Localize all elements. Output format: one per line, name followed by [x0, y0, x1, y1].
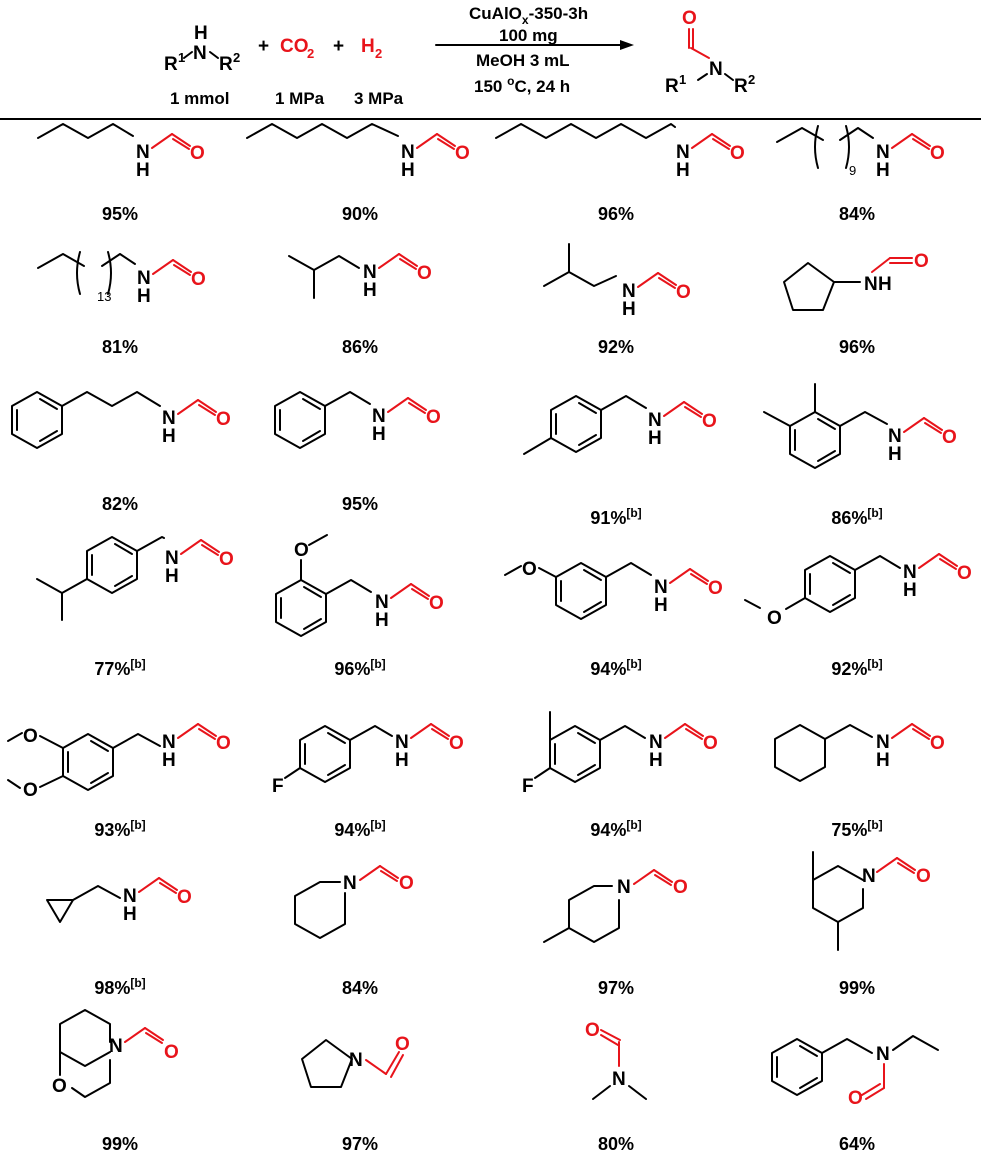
h2-reactant [361, 36, 382, 61]
yield-label-26: 97% [341, 1134, 379, 1154]
compound-12-2-3-dimethylbenzyl [764, 384, 957, 468]
svg-text:H: H [888, 444, 902, 465]
compound-2-hexyl [247, 124, 470, 181]
svg-text:H: H [622, 299, 636, 320]
svg-text:O: O [294, 540, 309, 561]
svg-text:N: N [654, 577, 668, 598]
svg-text:O: O [449, 733, 464, 754]
yield-label-21: 98%[b] [94, 976, 146, 998]
svg-text:O: O [522, 559, 537, 580]
product-r2-sup: 2 [748, 72, 756, 87]
svg-text:O: O [395, 1034, 410, 1055]
compound-20-cyclohexylmethyl [775, 724, 945, 781]
svg-text:H: H [676, 160, 690, 181]
svg-text:H: H [654, 595, 668, 616]
compound-4-dodecyl [777, 126, 945, 181]
svg-text:N: N [162, 732, 176, 753]
svg-text:O: O [219, 549, 234, 570]
yield-label-2: 90% [341, 204, 379, 224]
svg-text:N: N [109, 1036, 123, 1057]
svg-text:N: N [343, 873, 357, 894]
svg-text:O: O [703, 733, 718, 754]
svg-text:O: O [177, 887, 192, 908]
compound-16-4-methoxybenzyl [745, 554, 972, 629]
compound-8-cyclopentyl [784, 251, 929, 310]
svg-text:O: O [848, 1088, 863, 1109]
compound-10-benzyl [275, 392, 441, 448]
compound-9-phenylpropyl [12, 392, 231, 448]
svg-text:N: N [888, 426, 902, 447]
svg-text:O: O [673, 877, 688, 898]
compound-27-dmf [585, 1020, 646, 1099]
compound-3-octyl [496, 124, 745, 181]
svg-text:N: N [649, 732, 663, 753]
compound-21-cyclopropylmethyl [47, 878, 192, 925]
yield-labels [94, 204, 882, 1154]
svg-text:N: N [617, 877, 631, 898]
svg-text:N: N [375, 592, 389, 613]
yield-label-10: 95% [341, 494, 379, 514]
svg-text:N: N [876, 142, 890, 163]
svg-text:O: O [585, 1020, 600, 1041]
svg-text:O: O [930, 733, 945, 754]
yield-label-25: 99% [101, 1134, 139, 1154]
svg-text:O: O [957, 563, 972, 584]
svg-text:N: N [876, 732, 890, 753]
h2-label: H [361, 36, 375, 57]
svg-text:9: 9 [849, 163, 857, 178]
svg-text:H: H [649, 750, 663, 771]
compound-18-4-fluorobenzyl [272, 724, 464, 797]
svg-text:O: O [930, 143, 945, 164]
svg-text:H: H [395, 750, 409, 771]
compound-14-2-methoxybenzyl [276, 535, 444, 636]
compound-24-3-5-dimethylpiperidine [813, 852, 931, 950]
yield-label-18: 94%[b] [334, 818, 386, 840]
amine-h-label: H [194, 23, 208, 44]
svg-text:N: N [165, 548, 179, 569]
svg-text:N: N [162, 408, 176, 429]
svg-text:O: O [23, 726, 38, 747]
compound-13-4-isopropylbenzyl [37, 537, 234, 620]
yield-footnote: [b] [626, 818, 642, 832]
yield-label-27: 80% [597, 1134, 635, 1154]
reaction-conditions [436, 4, 634, 96]
svg-text:N: N [363, 262, 377, 283]
svg-text:H: H [876, 160, 890, 181]
amine-n-label: N [193, 43, 207, 64]
svg-text:N: N [137, 268, 151, 289]
yield-footnote: [b] [370, 657, 386, 671]
svg-text:O: O [191, 269, 206, 290]
solvent-label: MeOH 3 mL [476, 51, 570, 70]
co2-pressure: 1 MPa [275, 89, 325, 108]
svg-text:O: O [676, 282, 691, 303]
svg-text:O: O [426, 407, 441, 428]
svg-text:O: O [399, 873, 414, 894]
yield-label-12: 86%[b] [831, 506, 883, 528]
svg-text:H: H [878, 274, 892, 295]
plus-sign-2: + [333, 36, 345, 57]
svg-text:N: N [903, 562, 917, 583]
compound-15-3-methoxybenzyl [505, 559, 723, 619]
svg-text:O: O [52, 1076, 67, 1097]
co2-subscript: 2 [307, 46, 315, 61]
svg-text:H: H [372, 424, 386, 445]
svg-text:O: O [23, 780, 38, 801]
amine-r1-sup: 1 [178, 50, 186, 65]
yield-footnote: [b] [867, 506, 883, 520]
product-r1-sup: 1 [679, 72, 687, 87]
arrow-head [620, 40, 634, 50]
yield-label-28: 64% [838, 1134, 876, 1154]
compound-1-butyl [38, 124, 205, 181]
svg-text:N: N [395, 732, 409, 753]
yield-label-5: 81% [101, 337, 139, 357]
h2-pressure: 3 MPa [354, 89, 404, 108]
yield-label-7: 92% [597, 337, 635, 357]
plus-sign-1: + [258, 36, 270, 57]
yield-label-1: 95% [101, 204, 139, 224]
yield-footnote: [b] [130, 818, 146, 832]
yield-label-16: 92%[b] [831, 657, 883, 679]
yield-label-24: 99% [838, 978, 876, 998]
h2-subscript: 2 [375, 46, 383, 61]
svg-text:N: N [648, 410, 662, 431]
yield-label-9: 82% [101, 494, 139, 514]
compound-11-4-methylbenzyl [524, 396, 717, 454]
svg-text:O: O [216, 733, 231, 754]
svg-text:H: H [165, 566, 179, 587]
compound-7-sec-butyl [544, 244, 691, 320]
svg-text:O: O [708, 578, 723, 599]
amine-amount: 1 mmol [170, 89, 230, 108]
co2-label: CO [280, 36, 309, 57]
compound-19-4-fluoro-3-methylbenzyl [522, 712, 718, 797]
svg-text:N: N [864, 274, 878, 295]
yield-label-11: 91%[b] [590, 506, 642, 528]
yield-label-19: 94%[b] [590, 818, 642, 840]
svg-text:O: O [455, 143, 470, 164]
product-n-label: N [709, 59, 723, 80]
co2-reactant [280, 36, 314, 61]
product-o-label: O [682, 8, 697, 29]
svg-text:N: N [622, 281, 636, 302]
formamide-product [665, 8, 755, 97]
svg-text:H: H [162, 750, 176, 771]
svg-text:O: O [942, 427, 957, 448]
yield-label-23: 97% [597, 978, 635, 998]
svg-text:H: H [876, 750, 890, 771]
yield-label-13: 77%[b] [94, 657, 146, 679]
compound-23-4-methylpiperidine [544, 870, 688, 942]
temperature-label: 150 $^o$C, 24 h [474, 74, 571, 96]
product-r2-label: R [734, 76, 748, 97]
yield-label-14: 96%[b] [334, 657, 386, 679]
compound-5-hexadecyl [38, 252, 206, 307]
svg-text:N: N [372, 406, 386, 427]
svg-text:N: N [401, 142, 415, 163]
svg-text:O: O [730, 143, 745, 164]
svg-text:N: N [612, 1069, 626, 1090]
svg-text:N: N [862, 866, 876, 887]
yield-label-20: 75%[b] [831, 818, 883, 840]
yield-label-4: 84% [838, 204, 876, 224]
amine-r2-sup: 2 [233, 50, 241, 65]
yield-label-3: 96% [597, 204, 635, 224]
yield-label-8: 96% [838, 337, 876, 357]
compound-22-piperidine [295, 866, 414, 938]
svg-text:O: O [417, 263, 432, 284]
svg-text:H: H [123, 904, 137, 925]
yield-footnote: [b] [370, 818, 386, 832]
svg-text:O: O [916, 866, 931, 887]
svg-text:H: H [136, 160, 150, 181]
svg-text:O: O [429, 593, 444, 614]
yield-footnote: [b] [867, 657, 883, 671]
reaction-equation [164, 4, 755, 108]
yield-label-15: 94%[b] [590, 657, 642, 679]
yield-label-22: 84% [341, 978, 379, 998]
yield-footnote: [b] [626, 506, 642, 520]
svg-text:H: H [137, 286, 151, 307]
compound-26-pyrrolidine [302, 1034, 410, 1087]
svg-text:O: O [216, 409, 231, 430]
svg-text:H: H [648, 428, 662, 449]
svg-text:O: O [190, 143, 205, 164]
amine-reactant [164, 23, 240, 75]
svg-text:N: N [676, 142, 690, 163]
yield-footnote: [b] [130, 657, 146, 671]
amine-r1-label: R [164, 54, 178, 75]
svg-text:O: O [164, 1042, 179, 1063]
compound-25-morpholine [52, 1010, 179, 1097]
compound-28-n-ethylbenzyl [772, 1036, 938, 1109]
svg-text:N: N [123, 886, 137, 907]
yield-footnote: [b] [130, 976, 146, 990]
svg-text:O: O [702, 411, 717, 432]
svg-text:H: H [401, 160, 415, 181]
svg-text:H: H [903, 580, 917, 601]
amine-r2-label: R [219, 54, 233, 75]
svg-text:H: H [363, 280, 377, 301]
yield-footnote: [b] [626, 657, 642, 671]
svg-text:O: O [914, 251, 929, 272]
compound-17-3-4-dimethoxybenzyl [8, 724, 231, 801]
svg-text:H: H [162, 426, 176, 447]
svg-text:H: H [375, 610, 389, 631]
catalyst-label: CuAlO$_x$-350-3h [469, 4, 589, 27]
svg-text:N: N [136, 142, 150, 163]
yield-footnote: [b] [867, 818, 883, 832]
product-r1-label: R [665, 76, 679, 97]
svg-text:N: N [876, 1044, 890, 1065]
yield-label-17: 93%[b] [94, 818, 146, 840]
svg-text:F: F [522, 776, 534, 797]
svg-text:F: F [272, 776, 284, 797]
svg-text:N: N [349, 1050, 363, 1071]
svg-text:O: O [767, 608, 782, 629]
yield-label-6: 86% [341, 337, 379, 357]
compound-6-isobutyl [289, 254, 432, 301]
catalyst-loading: 100 mg [499, 26, 558, 45]
svg-text:13: 13 [97, 289, 112, 304]
